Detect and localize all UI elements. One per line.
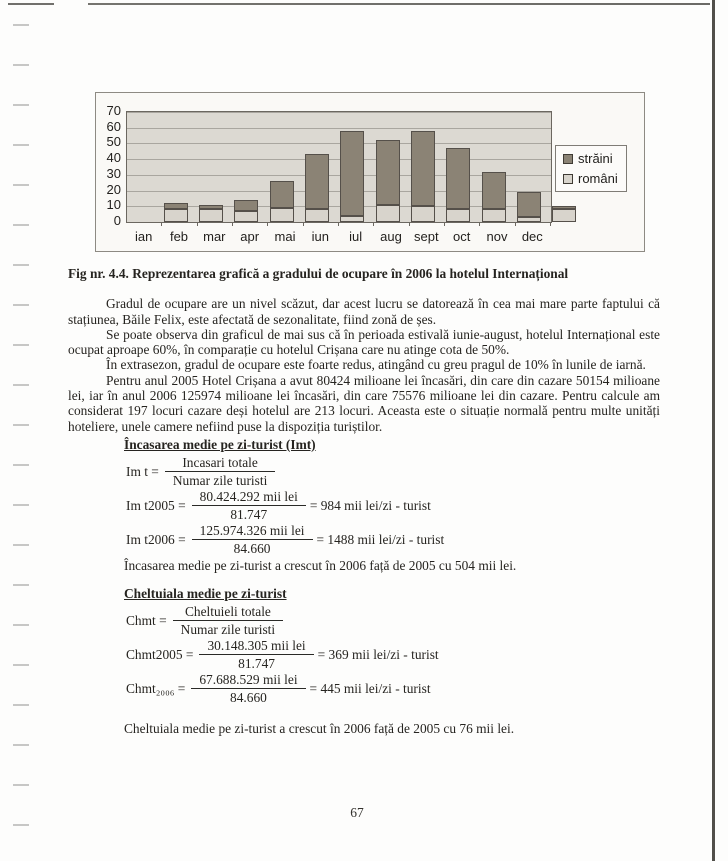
bar-segment-romani [234, 211, 258, 222]
fraction-numerator: 30.148.305 mii lei [207, 637, 306, 653]
bar-segment-romani [411, 206, 435, 222]
fraction-denominator: Numar zile turisti [173, 620, 283, 637]
fraction-denominator: 81.747 [199, 654, 313, 671]
scan-right-edge-line [712, 0, 715, 861]
x-axis-tick [550, 222, 551, 226]
bar-segment-romani [446, 209, 470, 222]
fraction-numerator: 125.974.326 mii lei [199, 523, 305, 539]
formula-rhs: = 1488 mii lei/zi - turist [316, 532, 445, 548]
left-margin-binding-marks [13, 24, 29, 852]
x-axis-label: feb [169, 229, 189, 244]
bar-segment-straini [411, 131, 435, 206]
fraction [199, 638, 313, 671]
formula-lhs: Chmt = [126, 612, 167, 628]
bar-segment-romani [340, 216, 364, 222]
fraction-denominator: 84.660 [191, 688, 305, 705]
legend-label: români [578, 171, 618, 186]
stacked-bar [199, 205, 223, 222]
bar-segment-romani [270, 208, 294, 222]
legend-swatch [563, 154, 573, 164]
x-axis-tick [373, 222, 374, 226]
y-axis-label: 0 [113, 213, 121, 228]
x-axis-tick [479, 222, 480, 226]
y-axis-label: 50 [106, 134, 121, 150]
scan-top-edge-line [8, 3, 710, 5]
fraction [173, 604, 283, 637]
stacked-bar [270, 181, 294, 222]
bar-segment-romani [164, 209, 188, 222]
formula-rhs: = 445 mii lei/zi - turist [309, 680, 431, 696]
stacked-bar [376, 140, 400, 222]
stacked-bar [552, 206, 576, 222]
stacked-bar [164, 203, 188, 222]
paragraph: Gradul de ocupare are un nivel scăzut, dar acest lucru se datorează în cea mai mare parte faptului că stațiunea, Băile Felix, este afectată de sezonalitate, fiind zonă de șes. [68, 296, 660, 327]
stacked-bar [340, 131, 364, 222]
fraction [191, 672, 305, 705]
imt-conclusion: Încasarea medie pe zi-turist a crescut în 2006 față de 2005 cu 504 mii lei. [124, 558, 517, 574]
formula-lhs: Chmt2005 = [126, 646, 194, 662]
bar-segment-romani [517, 217, 541, 222]
bar-segment-straini [340, 131, 364, 216]
x-axis-tick [444, 222, 445, 226]
formula-imt-2005 [126, 489, 660, 522]
formula-chmt-2005 [126, 638, 660, 671]
fraction-numerator: 80.424.292 mii lei [199, 489, 298, 505]
bar-segment-straini [446, 148, 470, 209]
x-axis-label: sept [414, 229, 439, 244]
fraction-numerator: 67.688.529 mii lei [199, 671, 298, 687]
formula-imt-2006 [126, 523, 660, 556]
stacked-bar [305, 154, 329, 222]
x-axis-label: iul [349, 229, 363, 244]
x-axis-label: nov [486, 229, 508, 244]
chart-plot-area [126, 111, 552, 223]
section-heading-chmt: Cheltuiala medie pe zi-turist [124, 585, 287, 601]
bar-segment-straini [305, 154, 329, 209]
gridline [127, 143, 551, 144]
x-axis-label: oct [452, 229, 471, 244]
stacked-bar [446, 148, 470, 222]
fraction [165, 455, 275, 488]
bar-segment-straini [376, 140, 400, 204]
occupancy-chart [95, 92, 645, 252]
formula-lhs: Im t = [126, 464, 159, 480]
formula-chmt-2006 [126, 672, 660, 705]
formula-lhs: Im t2005 = [126, 498, 186, 514]
formula-rhs: = 369 mii lei/zi - turist [317, 646, 439, 662]
y-axis-label: 70 [106, 103, 121, 118]
x-axis-tick [303, 222, 304, 226]
stacked-bar [482, 172, 506, 222]
formula-rhs: = 984 mii lei/zi - turist [309, 498, 431, 514]
paragraph: Se poate observa din graficul de mai sus că în perioada estivală iunie-august, hotelul Internațional este ocupat aproape 60%, în comparație cu hotelul Crișana care nu atinge cota de 50%. [68, 326, 660, 358]
bar-segment-romani [376, 205, 400, 222]
chart-legend [555, 145, 627, 192]
fraction-denominator: 81.747 [192, 505, 306, 522]
formula-imt-definition [126, 455, 660, 488]
gridline [127, 128, 551, 129]
page-number: 67 [350, 805, 364, 820]
fraction-numerator: Incasari totale [182, 455, 258, 471]
bar-segment-romani [199, 209, 223, 222]
gridline [127, 112, 551, 113]
x-axis-label: apr [240, 229, 260, 244]
y-axis-label: 60 [106, 118, 121, 134]
bar-segment-straini [482, 172, 506, 210]
bar-segment-romani [305, 209, 329, 222]
paragraph: În extrasezon, gradul de ocupare este foarte redus, atingând cu greu pragul de 10% în lunile de iarnă. [106, 357, 646, 373]
fraction [192, 523, 313, 556]
y-axis-label: 40 [106, 150, 121, 166]
y-axis-label: 20 [106, 181, 121, 197]
x-axis-label: dec [521, 229, 543, 244]
fraction-denominator: Numar zile turisti [165, 471, 275, 488]
x-axis-tick [232, 222, 233, 226]
fraction [192, 489, 306, 522]
bar-segment-straini [270, 181, 294, 208]
legend-label: străini [578, 151, 613, 166]
document-body [68, 266, 660, 736]
x-axis-tick [409, 222, 410, 226]
x-axis-tick [197, 222, 198, 226]
fraction-denominator: 84.660 [192, 539, 313, 556]
formula-lhs: Im t2006 = [126, 532, 186, 548]
x-axis-label: mai [274, 229, 296, 244]
x-axis-label: ian [134, 229, 153, 244]
chmt-conclusion: Cheltuiala medie pe zi-turist a crescut în 2006 față de 2005 cu 76 mii lei. [124, 720, 515, 736]
fraction-numerator: Cheltuieli totale [184, 603, 271, 619]
stacked-bar [517, 192, 541, 222]
legend-entry [563, 171, 618, 186]
stacked-bar [411, 131, 435, 222]
formula-lhs: Chmt₂₀₀₆ = [126, 680, 186, 696]
bar-segment-straini [517, 192, 541, 217]
x-axis-tick [515, 222, 516, 226]
gridline [127, 159, 551, 160]
legend-swatch [563, 174, 573, 184]
x-axis-label: mar [203, 229, 226, 244]
stacked-bar [234, 200, 258, 222]
formula-chmt-definition [126, 604, 660, 637]
x-axis-tick [338, 222, 339, 226]
x-axis-tick [161, 222, 162, 226]
paragraph: Pentru anul 2005 Hotel Crișana a avut 80424 milioane lei încasări, din care din cazare 50154 milioane lei, iar în anul 2006 125974 milioane lei încasări, din care 75576 milioane lei din cazare. Pentru calcule am considerat 197 locuri cazare deși hotelul are 213 locuri. Aceasta este o situație normală pentru multe unități hoteliere, unele camere nefiind puse la dispoziția turiștilor. [68, 372, 660, 434]
y-axis-label: 30 [106, 165, 121, 181]
bar-segment-romani [552, 209, 576, 222]
section-heading-imt: Încasarea medie pe zi-turist (Imt) [124, 436, 316, 452]
y-axis-label: 10 [106, 197, 121, 213]
figure-caption: Fig nr. 4.4. Reprezentarea grafică a gradului de ocupare în 2006 la hotelul Internațional [68, 266, 569, 281]
x-axis-label: aug [380, 229, 402, 244]
legend-entry [563, 151, 618, 166]
x-axis-tick [267, 222, 268, 226]
bar-segment-romani [482, 209, 506, 222]
bar-segment-straini [234, 200, 258, 211]
x-axis-label: iun [311, 229, 329, 244]
